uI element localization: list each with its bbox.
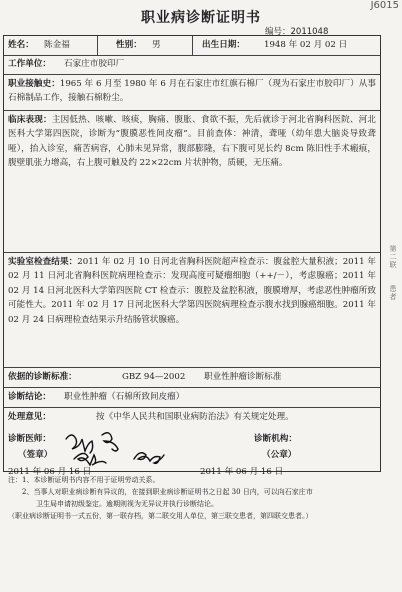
lab-results (8, 255, 376, 327)
side-copy-label: 第二联 患者 (389, 245, 397, 301)
serial-label: 编号： (265, 27, 291, 37)
clinical-presentation-text: 主因低热、咳嗽、咳痰，胸痛、腹胀、食欲不振，先后就诊于河北省胸科医院、河北医科大学第四医院，诊断为“腹膜恶性间皮瘤”。目前查体：神清，聋哑（幼年患大脑炎导致聋哑），抬入诊室，痛苦病容，心肺未见异常，腹部膨隆，右下腹可见长约 8cm 陈旧性手术瘢痕，腹壁肌张力增高，右上腹可触及约 22×22cm 片状肿物，质硬，无压痛。 (8, 115, 376, 169)
footnotes (8, 474, 380, 522)
diagnostic-standard-row (4, 367, 380, 388)
note-line: 卫生局申请初级鉴定。逾期则视为无异议并执行诊断结论。 (8, 500, 218, 508)
seal-label: （公章） (262, 450, 297, 460)
note-line: 注：1、本诊断证明书内容不用于证明劳动关系。 (8, 476, 160, 484)
note-line: 2、当事人对职业病诊断有异议的，在接到职业病诊断证明书之日起 30 日内，可以向石家庄市 (8, 488, 313, 496)
lab-results-row (4, 252, 380, 368)
sign-label: （签章） (18, 450, 53, 460)
work-unit-label: 工作单位： (8, 59, 51, 69)
document-title: 职业病诊断证明书 (141, 10, 261, 26)
certificate-table (3, 35, 381, 477)
work-unit: 石家庄市胶印厂 (64, 59, 125, 69)
serial-value: 2011048 (290, 27, 329, 37)
conclusion-text: 职业性肿瘤（石棉所致间皮瘤） (64, 392, 185, 402)
standard-code: GBZ 94—2002 (122, 372, 186, 382)
physician-label: 诊断医师： (8, 434, 51, 444)
corner-code: J6015 (370, 0, 399, 11)
clinical-presentation-label: 临床表现： (8, 115, 52, 125)
exposure-history-text: 1965 年 6 月至 1980 年 6 月在石家庄市红旗石棉厂（现为石家庄市胶印厂）从事石棉制品工作，接触石棉粉尘。 (8, 79, 376, 104)
work-unit-row (4, 55, 380, 75)
diagnostic-standard-label: 依据的诊断标准： (8, 372, 77, 382)
exposure-history (8, 77, 376, 106)
conclusion-label: 诊断结论： (8, 392, 51, 402)
sex-label: 性别： (116, 40, 142, 50)
handling-and-signature-area (4, 407, 380, 477)
personal-info-row (4, 36, 380, 56)
patient-name: 陈金福 (44, 40, 70, 50)
clinical-presentation (8, 113, 376, 171)
dob-label: 出生日期： (202, 40, 245, 50)
patient-sex: 男 (152, 40, 161, 50)
divider (97, 36, 98, 55)
note-line: （职业病诊断证明书一式五份，第一联存档，第二联交用人单位，第三联交患者，第四联交患者。） (8, 512, 313, 520)
name-label: 姓名： (8, 40, 34, 50)
date-left: 2011 年 06 月 16 日 (8, 467, 92, 477)
lab-results-label: 实验室检查结果： (8, 257, 78, 267)
org-label: 诊断机构： (254, 434, 297, 444)
diagnosis-conclusion-row (4, 387, 380, 408)
handling-opinion-label: 处理意见： (8, 412, 51, 422)
date-right: 2011 年 06 月 16 日 (200, 467, 284, 477)
standard-name: 职业性肿瘤诊断标准 (204, 372, 282, 382)
exposure-history-label: 职业接触史： (8, 79, 60, 89)
handwritten-signatures (62, 425, 232, 471)
handling-opinion-text: 按《中华人民共和国职业病防治法》有关规定处理。 (96, 412, 294, 422)
lab-results-text: 2011 年 02 月 10 日河北省胸科医院超声检查示：腹盆腔大量积液；2011 年 02 月 11 日河北省胸科医院病理检查示：发现高度可疑瘤细胞（++/－），考虑腺癌；2011 年 02 月 14 日河北医科大学第四医院 CT 检查示：腹腔及盆腔积液，腹膜增厚，考虑恶性肿瘤所致可能性大。2011 年 02 月 17 日河北医科大学第四医院病理检查示腹水找到腺癌细胞。2011 年 02 月 24 日病理检查结果示升结肠管状腺癌。 (8, 257, 376, 325)
divider (192, 36, 193, 55)
patient-dob: 1948 年 02 月 02 日 (264, 40, 348, 50)
exposure-history-row (4, 74, 380, 111)
clinical-presentation-row (4, 110, 380, 253)
